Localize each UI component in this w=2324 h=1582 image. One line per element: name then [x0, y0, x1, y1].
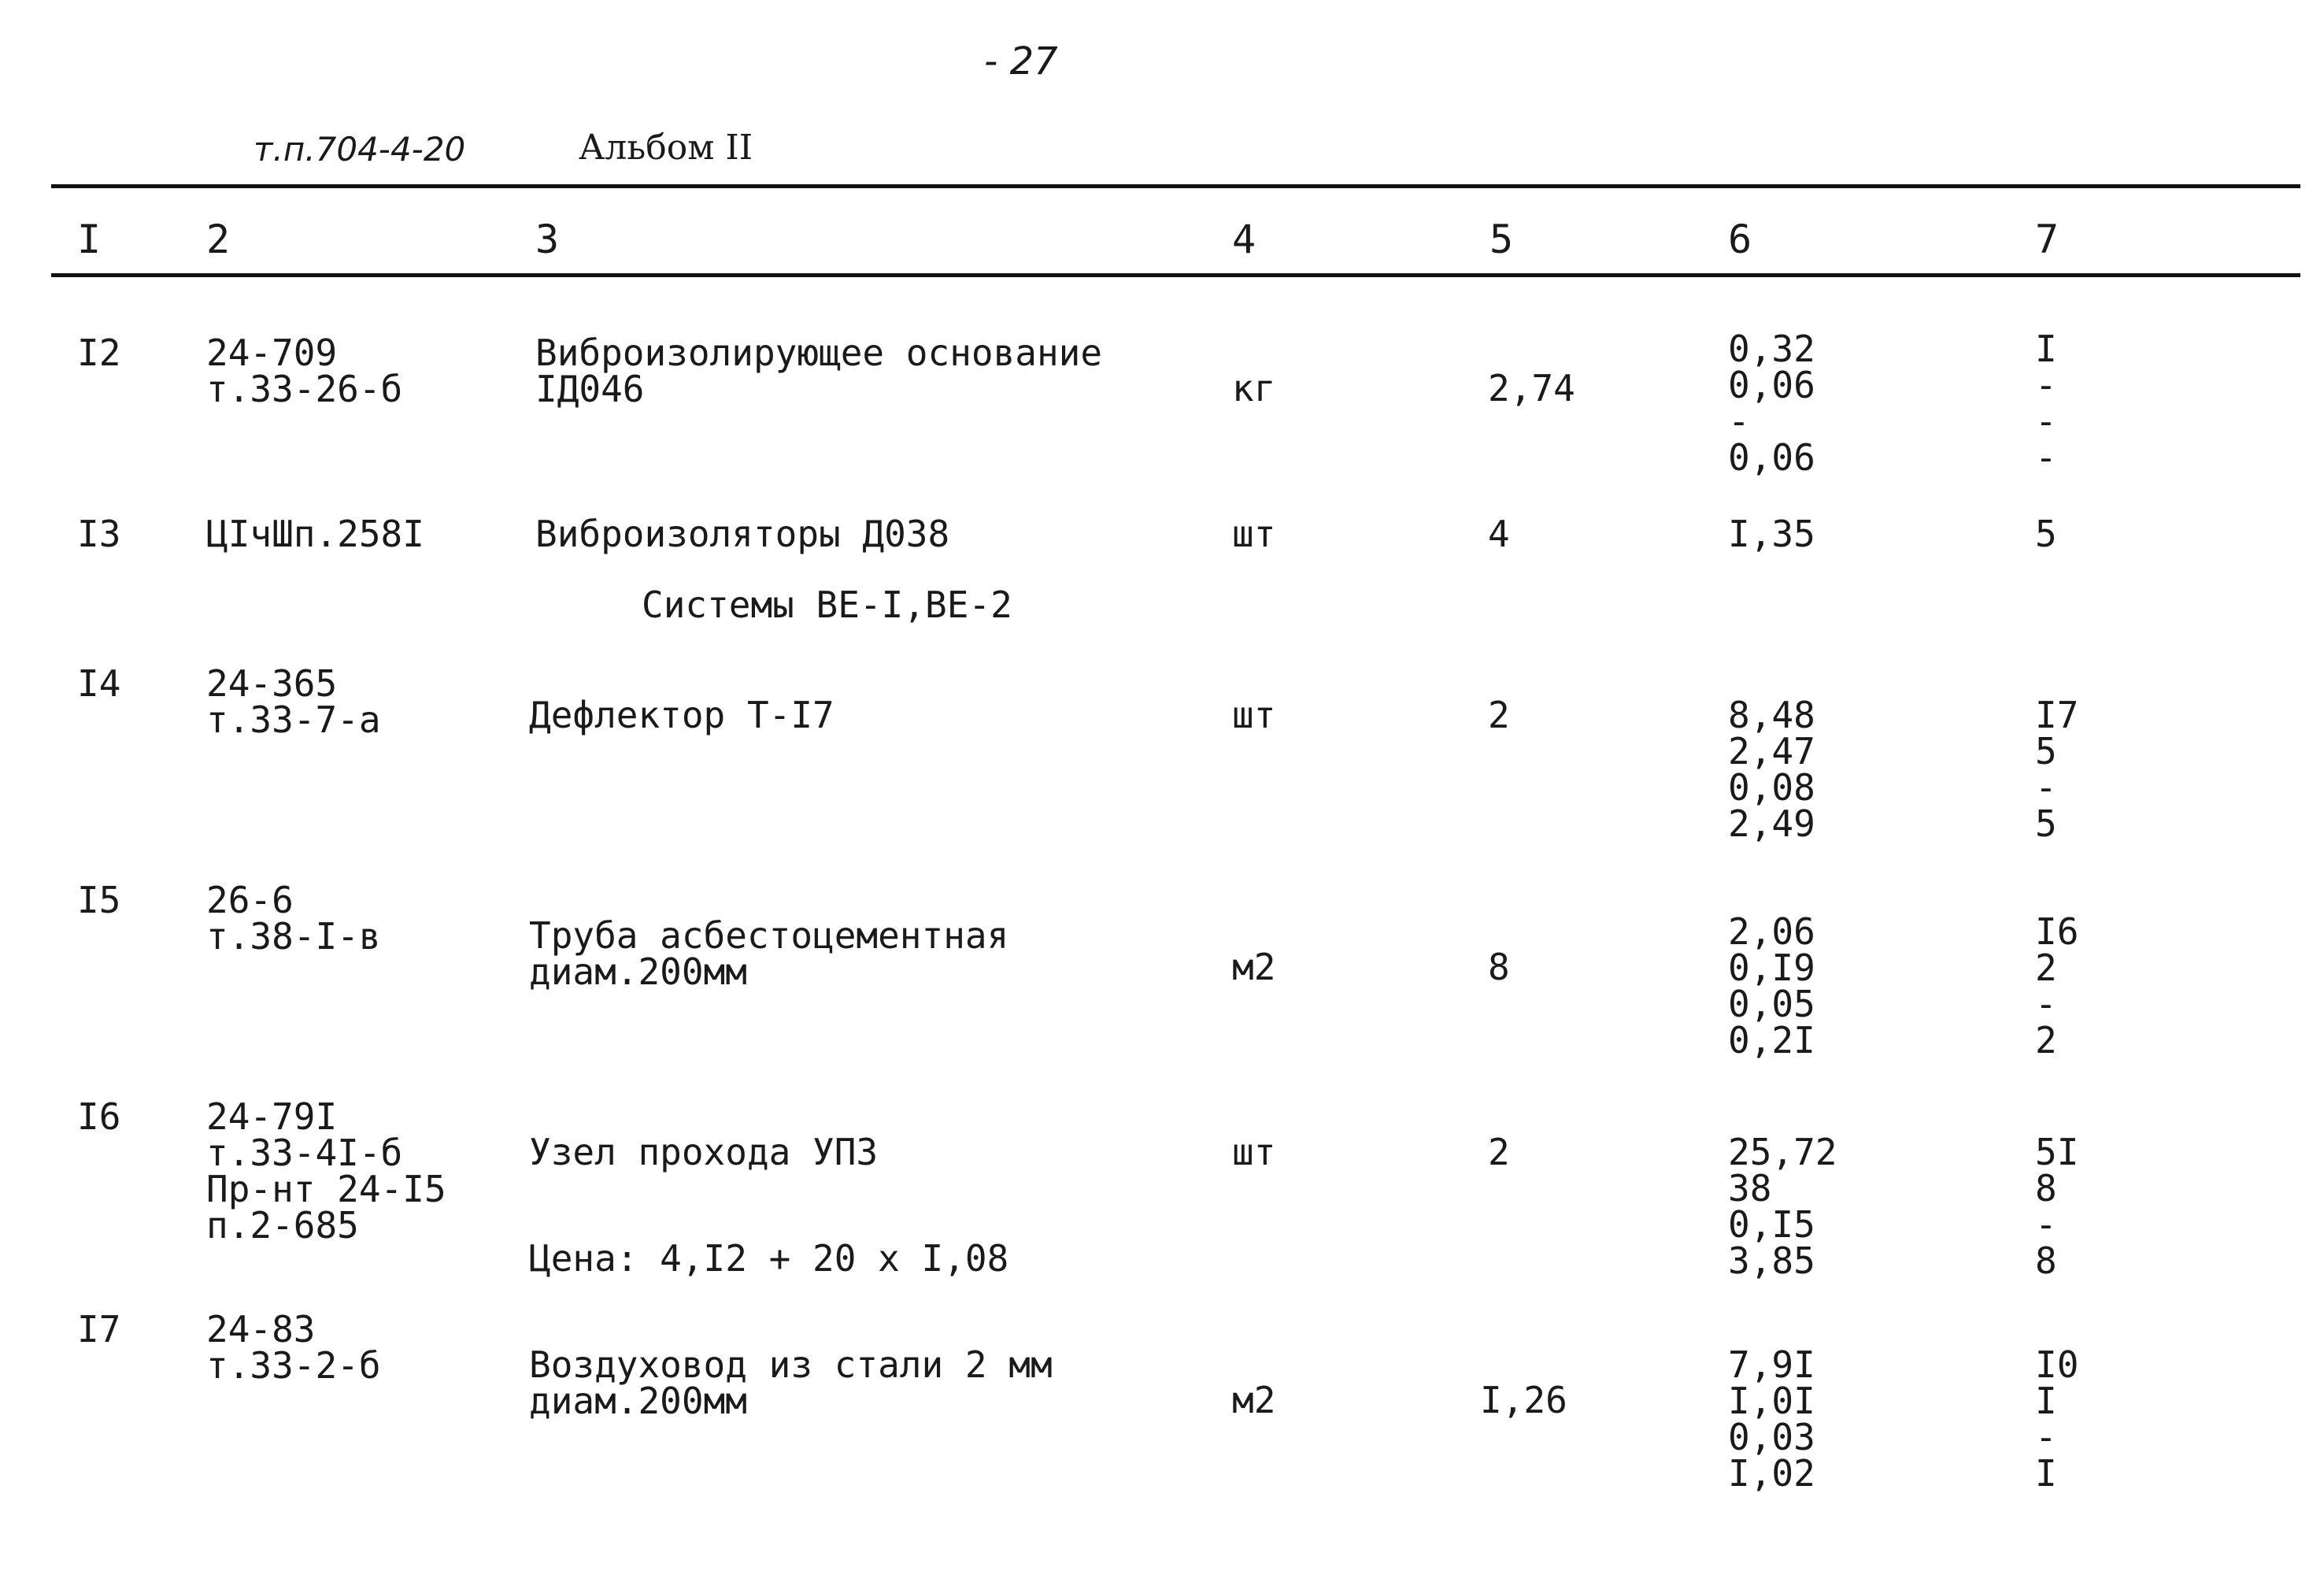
row-description	[535, 332, 1103, 410]
row-number: I6	[77, 1095, 121, 1138]
col7-line: -	[2035, 364, 2057, 406]
row-description	[529, 914, 1009, 993]
description-line: IД046	[535, 368, 645, 410]
row-number: I7	[77, 1308, 121, 1350]
col6-line: 2,47	[1728, 730, 1815, 772]
row-number: I3	[77, 513, 121, 555]
top-rule	[51, 184, 2300, 188]
row-col7	[2035, 1131, 2079, 1282]
col6-line: 0,08	[1728, 766, 1815, 809]
row-col6	[1728, 694, 1815, 845]
column-header-4: 4	[1232, 217, 1256, 262]
col7-line: I	[2035, 1380, 2057, 1422]
row-code	[206, 662, 381, 741]
col7-line: 8	[2035, 1239, 2057, 1282]
col7-line: I6	[2035, 910, 2079, 953]
col7-line: 2	[2035, 1019, 2057, 1061]
album-label: Альбом II	[579, 128, 753, 168]
code-line: т.38-I-в	[206, 915, 381, 958]
code-line: 24-83	[206, 1308, 316, 1350]
section-heading: Системы ВЕ-I,ВЕ-2	[642, 584, 1012, 626]
row-quantity: 2,74	[1488, 367, 1575, 409]
row-unit: м2	[1232, 946, 1276, 988]
description-line: Воздуховод из стали 2 мм	[529, 1343, 1053, 1386]
page-number: - 27	[984, 39, 1058, 83]
row-unit: шт	[1232, 513, 1276, 555]
code-line: 24-365	[206, 662, 338, 705]
column-header-1: I	[77, 217, 102, 262]
code-line: т.33-2-б	[206, 1344, 381, 1387]
row-unit: шт	[1232, 1131, 1276, 1173]
column-header-7: 7	[2035, 217, 2059, 262]
col7-line: -	[2035, 436, 2057, 479]
col7-line: I7	[2035, 694, 2079, 736]
col6-line: 0,03	[1728, 1416, 1815, 1458]
column-header-6: 6	[1728, 217, 1752, 262]
row-code	[206, 879, 381, 958]
col6-line: 0,2I	[1728, 1019, 1815, 1061]
row-col7	[2035, 910, 2079, 1061]
code-line: п.2-685	[206, 1204, 359, 1247]
col7-line: -	[2035, 400, 2057, 443]
col6-line: 0,05	[1728, 983, 1815, 1025]
description-line: Труба асбестоцементная	[529, 914, 1009, 957]
col7-line: I	[2035, 1452, 2057, 1495]
row-col7	[2035, 1343, 2079, 1495]
row-description	[529, 1343, 1053, 1422]
row-description: Виброизоляторы Д038	[535, 513, 950, 555]
row-quantity: 2	[1488, 1131, 1510, 1173]
col6-line: 8,48	[1728, 694, 1815, 736]
col6-line: 0,06	[1728, 364, 1815, 406]
row-unit: шт	[1232, 694, 1276, 736]
row-col7	[2035, 328, 2057, 479]
code-line: Пр-нт 24-I5	[206, 1168, 446, 1210]
col6-line: 0,32	[1728, 328, 1815, 370]
col7-line: 5	[2035, 730, 2057, 772]
row-description: Узел прохода УП3	[529, 1131, 879, 1173]
column-header-3: 3	[535, 217, 560, 262]
col7-line: -	[2035, 766, 2057, 809]
col6-line: I,02	[1728, 1452, 1815, 1495]
row-col6	[1728, 1131, 1837, 1282]
column-header-5: 5	[1490, 217, 1514, 262]
header-rule	[51, 273, 2300, 277]
row-number: I5	[77, 879, 121, 921]
row-code	[206, 332, 403, 410]
description-line: диам.200мм	[529, 950, 747, 993]
column-header-2: 2	[206, 217, 231, 262]
row-price: Цена: 4,I2 + 20 х I,08	[529, 1237, 1009, 1280]
col6-line: 2,49	[1728, 802, 1815, 845]
col7-line: -	[2035, 1416, 2057, 1458]
col6-line: 3,85	[1728, 1239, 1815, 1282]
description-line: Виброизолирующее основание	[535, 332, 1103, 374]
document-code: т.п.704-4-20	[253, 130, 466, 169]
col6-line: 7,9I	[1728, 1343, 1815, 1386]
code-line: т.33-26-б	[206, 368, 403, 410]
col6-line: 25,72	[1728, 1131, 1837, 1173]
col6-line: 38	[1728, 1167, 1772, 1210]
col6-line: -	[1728, 400, 1750, 443]
row-col6	[1728, 1343, 1815, 1495]
col7-line: -	[2035, 983, 2057, 1025]
row-code	[206, 1308, 381, 1387]
code-line: 26-6	[206, 879, 294, 921]
row-col6	[1728, 910, 1815, 1061]
row-col6	[1728, 328, 1815, 479]
row-col7: 5	[2035, 513, 2057, 555]
row-number: I2	[77, 332, 121, 374]
code-line: т.33-7-а	[206, 698, 381, 741]
row-code: ЦIчШп.258I	[206, 513, 424, 555]
col6-line: 2,06	[1728, 910, 1815, 953]
col7-line: 2	[2035, 947, 2057, 989]
code-line: 24-709	[206, 332, 338, 374]
col6-line: 0,I5	[1728, 1203, 1815, 1246]
row-quantity: 8	[1488, 946, 1510, 988]
col6-line: 0,I9	[1728, 947, 1815, 989]
row-quantity: 4	[1488, 513, 1510, 555]
row-number: I4	[77, 662, 121, 705]
row-unit: м2	[1232, 1379, 1276, 1421]
col7-line: I	[2035, 328, 2057, 370]
col7-line: 5I	[2035, 1131, 2079, 1173]
col7-line: -	[2035, 1203, 2057, 1246]
col7-line: I0	[2035, 1343, 2079, 1386]
row-col6: I,35	[1728, 513, 1815, 555]
col7-line: 8	[2035, 1167, 2057, 1210]
row-unit: кг	[1232, 367, 1276, 409]
col6-line: 0,06	[1728, 436, 1815, 479]
row-quantity: I,26	[1480, 1379, 1567, 1421]
row-col7	[2035, 694, 2079, 845]
description-line: диам.200мм	[529, 1380, 747, 1422]
code-line: 24-79I	[206, 1095, 338, 1138]
row-description: Дефлектор Т-I7	[529, 694, 834, 736]
row-quantity: 2	[1488, 694, 1510, 736]
col7-line: 5	[2035, 802, 2057, 845]
col6-line: I,0I	[1728, 1380, 1815, 1422]
code-line: т.33-4I-б	[206, 1132, 403, 1174]
row-code	[206, 1095, 446, 1247]
